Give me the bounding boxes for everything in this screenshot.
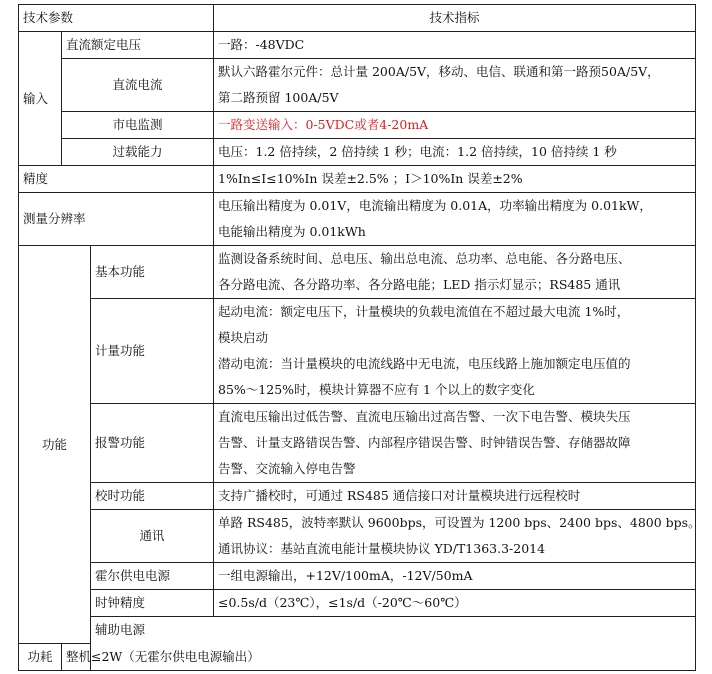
consumption-value: 整机≤2W（无霍尔供电电源输出）	[62, 644, 91, 671]
dc-current-line: 默认六路霍尔元件：总计量 200A/5V，移动、电信、联通和第一路预50A/5V，	[218, 64, 660, 79]
metering-line: 模块启动	[218, 330, 269, 345]
basic-name: 基本功能	[91, 246, 214, 299]
alarm-value	[214, 404, 696, 483]
basic-line: 各分路电流、各分路功率、各分路电能；LED 指示灯显示；RS485 通讯	[218, 277, 621, 292]
hall-power-value: 一组电源输出，+12V/100mA，-12V/50mA	[214, 563, 696, 590]
alarm-line: 直流电压输出过低告警、直流电压输出过高告警、一次下电告警、模块失压	[218, 409, 631, 424]
consumption-name: 功耗	[19, 644, 62, 671]
row-alarm	[19, 404, 696, 483]
overload-value: 电压：1.2 倍持续，2 倍持续 1 秒；电流：1.2 倍持续，10 倍持续 1 秒	[214, 139, 696, 166]
precision-value: 1%In≤I≤10%In 误差±2.5% ；I＞10%In 误差±2%	[214, 166, 696, 193]
resolution-value	[214, 193, 696, 246]
alarm-line: 告警、计量支路错误告警、内部程序错误告警、时钟错误告警、存储器故障	[218, 435, 631, 450]
header-spec: 技术指标	[214, 5, 696, 32]
group-function-label: 功能	[19, 246, 91, 644]
row-overload	[19, 139, 696, 166]
dc-current-value	[214, 59, 696, 112]
comm-line: 单路 RS485，波特率默认 9600bps，可设置为 1200 bps、2400 bps、4800 bps。	[218, 515, 701, 530]
row-comm	[19, 510, 696, 563]
dc-current-line: 第二路预留 100A/5V	[218, 90, 339, 105]
basic-value	[214, 246, 696, 299]
group-aux-power-label: 辅助电源	[91, 617, 696, 671]
row-resolution	[19, 193, 696, 246]
row-clock	[19, 590, 696, 617]
comm-line: 通讯协议：基站直流电能计量模块协议 YD/T1363.3-2014	[218, 541, 546, 556]
row-timesync	[19, 483, 696, 510]
resolution-line: 电能输出精度为 0.01kWh	[218, 224, 366, 239]
timesync-name: 校时功能	[91, 483, 214, 510]
basic-line: 监测设备系统时间、总电压、输出总电流、总功率、总电能、各分路电压、	[218, 251, 631, 266]
row-voltage-range	[19, 617, 696, 644]
dc-current-name: 直流电流	[62, 59, 214, 112]
dc-voltage-value: 一路：-48VDC	[214, 32, 696, 59]
hall-power-name: 霍尔供电电源	[91, 563, 214, 590]
header-row	[19, 5, 696, 32]
row-basic	[19, 246, 696, 299]
metering-name: 计量功能	[91, 299, 214, 404]
mains-name: 市电监测	[62, 112, 214, 139]
header-param: 技术参数	[19, 5, 214, 32]
comm-name: 通讯	[91, 510, 214, 563]
precision-name: 精度	[19, 166, 214, 193]
metering-line: 85%～125%时，模块计算器不应有 1 个以上的数字变化	[218, 382, 535, 397]
row-metering	[19, 299, 696, 404]
clock-name: 时钟精度	[91, 590, 214, 617]
clock-value: ≤0.5s/d（23℃），≤1s/d（-20℃～60℃）	[214, 590, 696, 617]
group-input-label: 输入	[19, 32, 62, 166]
alarm-name: 报警功能	[91, 404, 214, 483]
timesync-value: 支持广播校时，可通过 RS485 通信接口对计量模块进行远程校时	[214, 483, 696, 510]
row-dc-current	[19, 59, 696, 112]
metering-line: 潜动电流：当计量模块的电流线路中无电流，电压线路上施加额定电压值的	[218, 356, 631, 371]
row-dc-voltage	[19, 32, 696, 59]
resolution-line: 电压输出精度为 0.01V，电流输出精度为 0.01A，功率输出精度为 0.01kW，	[218, 198, 652, 213]
comm-value	[214, 510, 701, 563]
alarm-line: 告警、交流输入停电告警	[218, 461, 356, 476]
metering-line: 起动电流：额定电压下，计量模块的负载电流值在不超过最大电流 1%时，	[218, 304, 630, 319]
row-hall-power	[19, 563, 696, 590]
row-mains	[19, 112, 696, 139]
overload-name: 过载能力	[62, 139, 214, 166]
mains-value: 一路变送输入：0-5VDC或者4-20mA	[214, 112, 696, 139]
dc-voltage-name: 直流额定电压	[62, 32, 214, 59]
resolution-name: 测量分辨率	[19, 193, 214, 246]
row-precision	[19, 166, 696, 193]
spec-table	[18, 4, 701, 671]
metering-value	[214, 299, 696, 404]
